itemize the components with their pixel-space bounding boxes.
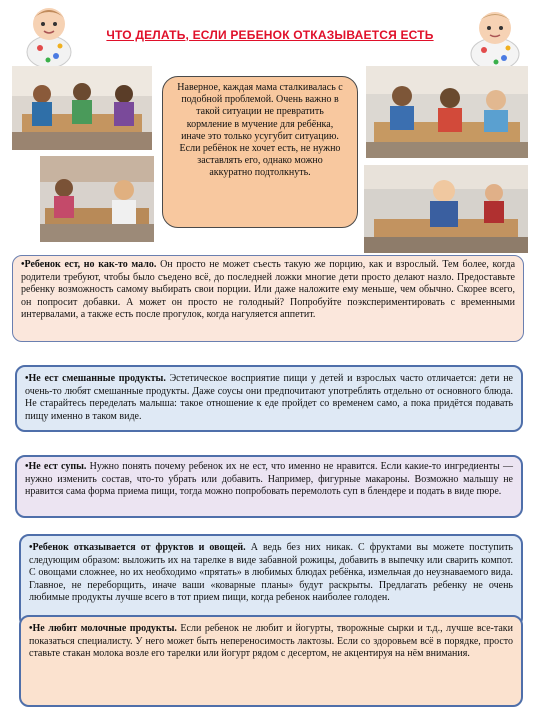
intro-text-box: Наверное, каждая мама сталкивалась с подобной проблемой. Очень важно в такой ситуации не превратить кормление в мучение для ребёнка, иначе это только усугубит ситуацию. Если ребёнок не хочет есть, не нужно заставлять его, однако можно аккуратно подтолкнуть. [162,76,358,228]
photo-children-table-2 [40,156,154,242]
section-heading: •Не любит молочные продукты. [29,623,177,634]
section-text: Нужно понять почему ребенок их не ест, что именно не нравится. Если какие-то ингредиенты — нужно изменить состав, что-то убрать или добавить. Например, фигурные макароны. Возможно малышу не нравится сама форма приема пищи, тогда можно попробовать перемолоть суп в блендере и подать в виде пюре. [25,461,513,498]
photo-children-table-4 [364,165,528,253]
section-mixed-foods [15,365,523,432]
section-heading: •Ребенок отказывается от фруктов и овощей. [29,542,246,553]
section-text: Он просто не может съесть такую же порцию, как и взрослый. Тем более, когда родители требуют, чтобы было съедено всё, до последней ложки многие дети просто делают назло. Предоставьте ребенку возможность самому выбирать свои порции. Или даже наложите ему меньше, чем обычно. Скорее всего, он попросит добавки. А может он просто не голодный? Попробуйте поэкспериментировать с временными интервалами, а также есть после прогулок, когда нагуляется аппетит. [21,259,516,321]
section-heading: •Не ест смешанные продукты. [25,373,166,384]
section-text: Эстетическое восприятие пищи у детей и взрослых часто отличается: дети не очень-то любят смешанные продукты. Даже соусы они предпочитают употреблять отдельно от основного блюда. Не старайтесь переделать малыша: такое отношение к еде пройдет со временем само, а пока придётся подавать пищу именно в таком виде. [25,373,513,422]
section-soups [15,455,523,518]
baby-illustration-left [18,2,80,68]
section-text: Если ребенок не любит и йогурты, творожные сырки и т.д., лучше все-таки показаться специалисту. У него может быть непереносимость лактозы. Если со здоровьем всё в порядке, просто ставьте стакан молока возле его тарелки или йогурт рядом с десертом, не акцентируя на нём внимания. [29,623,514,660]
baby-illustration-right [462,6,528,70]
section-text: А ведь без них никак. С фруктами вы можете поступить следующим образом: выложить их на тарелке в виде забавной рожицы, добавить в выпечку или сварить компот. С овощами сложнее, но их необходимо «прятать» в любимых блюдах ребёнка, измельчая до неузнаваемого вида. Главное, не переборщить, иначе ваши «коварные планы» будут раскрыты. Предлагать ребенку не очень любимые продукты лучше всего в тот прием пищи, когда ребенок наиболее голоден. [29,542,513,604]
section-heading: •Ребенок ест, но как-то мало. [21,259,157,270]
section-heading: •Не ест супы. [25,461,87,472]
page-title: ЧТО ДЕЛАТЬ, ЕСЛИ РЕБЕНОК ОТКАЗЫВАЕТСЯ ЕСТЬ [106,28,434,42]
photo-children-table-1 [12,66,152,150]
section-eats-little [12,255,524,342]
photo-children-table-3 [366,66,528,158]
section-dairy [19,615,523,707]
section-fruits-vegetables [19,534,523,628]
